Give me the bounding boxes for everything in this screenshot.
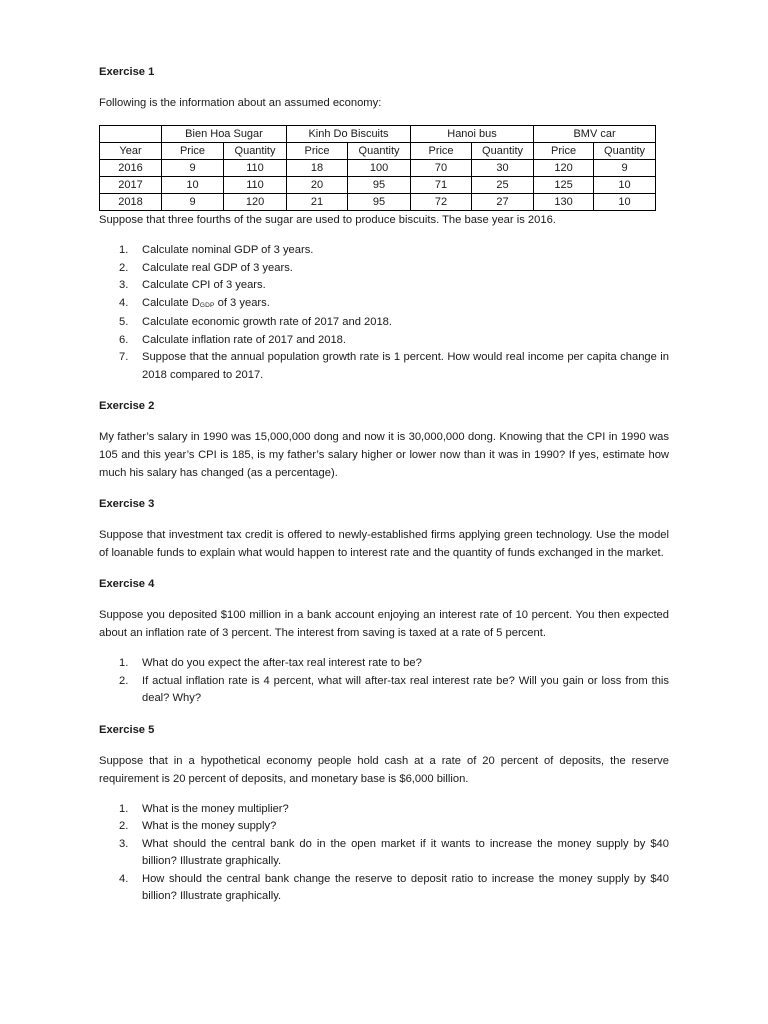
table-cell: 130: [534, 194, 594, 211]
table-column-header-row: [100, 143, 656, 160]
list-item: 6. Calculate inflation rate of 2017 and 2018.: [119, 333, 347, 346]
table-cell: 120: [224, 194, 287, 211]
table-cell: 95: [348, 177, 411, 194]
table-cell: 71: [411, 177, 472, 194]
document-page: [99, 63, 669, 919]
price-header: Price: [162, 143, 224, 160]
list-item: 4. How should the central bank change the reserve to deposit ratio to increase the money supply by $40 billion? Illustrate graphically.: [119, 872, 669, 902]
year-cell: 2016: [100, 160, 162, 177]
table-row: [100, 194, 656, 211]
table-cell: 10: [594, 194, 656, 211]
gdp-subscript: GDP: [199, 301, 215, 309]
table-cell: 100: [348, 160, 411, 177]
table-cell: 110: [224, 177, 287, 194]
table-cell: 9: [162, 194, 224, 211]
table-cell: 120: [534, 160, 594, 177]
table-row: [100, 160, 656, 177]
list-item: 1. What do you expect the after-tax real interest rate to be?: [119, 657, 422, 669]
exercise-2-body: My father’s salary in 1990 was 15,000,000 dong and now it is 30,000,000 dong. Knowing that the CPI in 1990 was 105 and this year’s CPI is 185, is my father’s salary higher or lower now than it was in 1990? If yes, estimate how much his salary has changed (as a percentage).: [99, 431, 669, 479]
list-item: 7. Suppose that the annual population growth rate is 1 percent. How would real income per capita change in 2018 compared to 2017.: [119, 351, 669, 381]
year-header: Year: [100, 143, 162, 160]
group-header: Bien Hoa Sugar: [162, 126, 287, 143]
list-item: 4. Calculate DGDP of 3 years.: [119, 296, 270, 309]
list-item: 2. Calculate real GDP of 3 years.: [119, 261, 293, 274]
table-corner-cell: [100, 126, 162, 143]
price-header: Price: [287, 143, 348, 160]
table-cell: 21: [287, 194, 348, 211]
list-item: 5. Calculate economic growth rate of 2017 and 2018.: [119, 316, 393, 328]
group-header: Hanoi bus: [411, 126, 534, 143]
year-cell: 2017: [100, 177, 162, 194]
table-cell: 10: [594, 177, 656, 194]
table-cell: 9: [162, 160, 224, 177]
group-header: Kinh Do Biscuits: [287, 126, 411, 143]
exercise-2-title: Exercise 2: [99, 400, 155, 412]
exercise-4-questions: [99, 655, 669, 708]
table-row: [100, 177, 656, 194]
list-item: 1. Calculate nominal GDP of 3 years.: [119, 244, 314, 256]
list-item: 2. If actual inflation rate is 4 percent, what will after-tax real interest rate be? Will you gain or loss from this deal? Why?: [119, 674, 669, 704]
table-cell: 70: [411, 160, 472, 177]
table-cell: 72: [411, 194, 472, 211]
exercise-5-title: Exercise 5: [99, 723, 155, 736]
price-header: Price: [534, 143, 594, 160]
table-cell: 9: [594, 160, 656, 177]
exercise-5-body: Suppose that in a hypothetical economy people hold cash at a rate of 20 percent of deposits, the reserve requirement is 20 percent of deposits, and monetary base is $6,000 billion.: [99, 754, 669, 785]
exercise-4-title: Exercise 4: [99, 578, 155, 590]
exercise-1-questions: [99, 242, 669, 384]
quantity-header: Quantity: [472, 143, 534, 160]
table-group-header-row: [100, 126, 656, 143]
quantity-header: Quantity: [348, 143, 411, 160]
table-cell: 125: [534, 177, 594, 194]
table-cell: 10: [162, 177, 224, 194]
table-cell: 20: [287, 177, 348, 194]
exercise-1-title: Exercise 1: [99, 66, 155, 78]
list-item: 3. Calculate CPI of 3 years.: [119, 279, 266, 291]
exercise-1-note: Suppose that three fourths of the sugar are used to produce biscuits. The base year is 2016.: [99, 214, 556, 226]
list-item: 3. What should the central bank do in the open market if it wants to increase the money supply by $40 billion? Illustrate graphically.: [119, 837, 669, 867]
table-cell: 25: [472, 177, 534, 194]
list-item: 2. What is the money supply?: [119, 820, 277, 832]
table-cell: 30: [472, 160, 534, 177]
year-cell: 2018: [100, 194, 162, 211]
quantity-header: Quantity: [594, 143, 656, 160]
table-cell: 18: [287, 160, 348, 177]
exercise-5-questions: [99, 801, 669, 906]
table-cell: 110: [224, 160, 287, 177]
exercise-1-intro: Following is the information about an assumed economy:: [99, 97, 382, 109]
exercise-4-body: Suppose you deposited $100 million in a bank account enjoying an interest rate of 10 percent. You then expected about an inflation rate of 3 percent. The interest from saving is taxed at a rate of 5 percent.: [99, 609, 669, 639]
exercise-3-title: Exercise 3: [99, 498, 155, 510]
economy-table: [99, 125, 656, 211]
exercise-3-body: Suppose that investment tax credit is offered to newly-established firms applying green technology. Use the model of loanable funds to explain what would happen to interest rate and the quantity of funds exchanged in the market.: [99, 529, 669, 559]
price-header: Price: [411, 143, 472, 160]
quantity-header: Quantity: [224, 143, 287, 160]
table-cell: 27: [472, 194, 534, 211]
list-item: 1. What is the money multiplier?: [119, 802, 289, 815]
group-header: BMV car: [534, 126, 656, 143]
table-cell: 95: [348, 194, 411, 211]
